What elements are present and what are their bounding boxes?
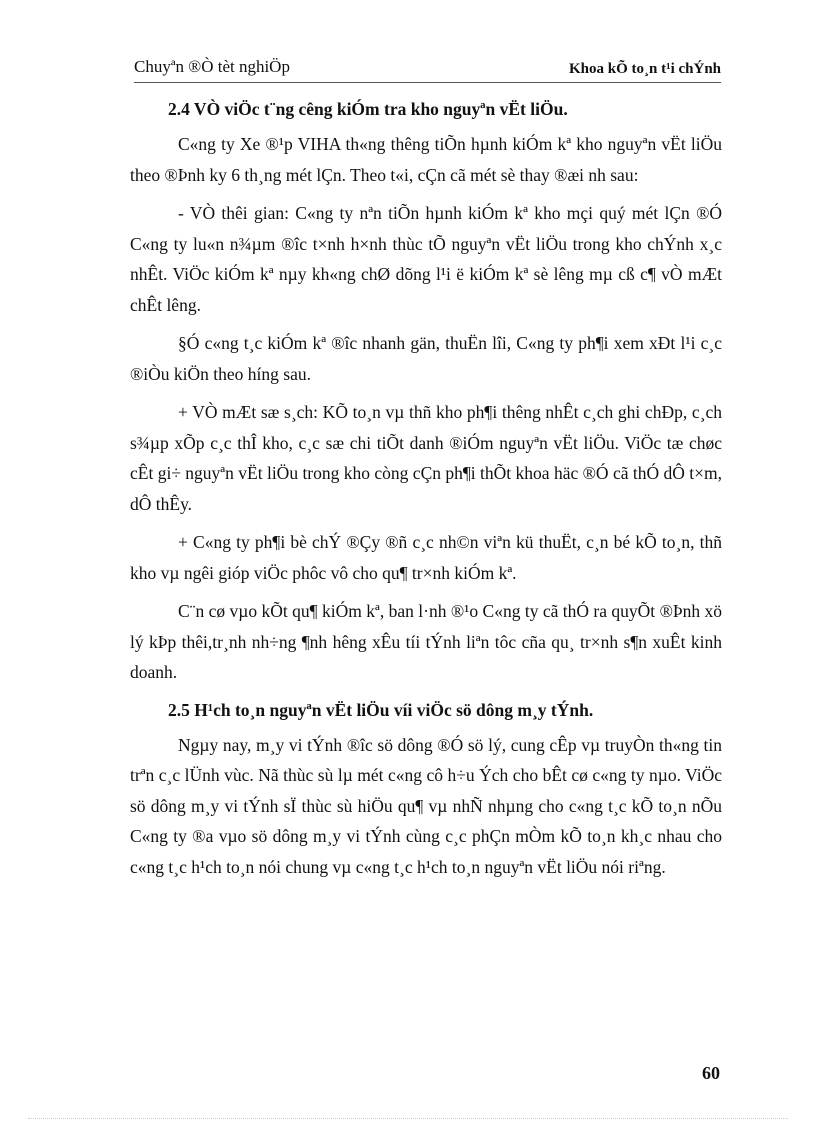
section-2-4-paragraph-6: C¨n cø vµo kÕt qu¶ kiÓm kª, ban l·nh ®¹o C«ng ty cã thÓ ra quyÕt ®Þnh xö lý kÞp thêi,tr¸nh nh÷ng ¶nh hêng xÊu tíi tÝnh liªn tôc cña qu¸ tr×nh s¶n xuÊt kinh doanh.	[130, 601, 722, 682]
section-2-4-paragraph-4: + VÒ mÆt sæ s¸ch: KÕ to¸n vµ thñ kho ph¶i thêng nhÊt c¸ch ghi chÐp, c¸ch s¾µp xÕp c¸c thÎ kho, c¸c sæ chi tiÕt danh ®iÓm nguyªn vËt liÖu. ViÖc tæ chøc cÊt gi÷ nguyªn vËt liÖu trong kho còng cÇn ph¶i thÕt khoa häc ®Ó cã thÓ dÔ t×m, dÔ thÊy.	[130, 402, 722, 514]
section-2-4-paragraph-3: §Ó c«ng t¸c kiÓm kª ®îc nhanh gän, thuËn lîi, C«ng ty ph¶i xem xÐt l¹i c¸c ®iÒu kiÖn theo híng sau.	[130, 333, 722, 384]
page-number: 60	[702, 1063, 720, 1083]
page-body	[130, 95, 722, 890]
page-header	[134, 52, 721, 83]
section-2-5-paragraph-1: Ngµy nay, m¸y vi tÝnh ®îc sö dông ®Ó sö lý, cung cÊp vµ truyÒn th«ng tin trªn c¸c lÜnh vùc. Nã thùc sù lµ mét c«ng cô h÷u Ých cho bÊt cø c«ng ty nµo. ViÖc sö dông m¸y vi tÝnh sÏ thùc sù hiÖu qu¶ vµ nhÑ nhµng cho c«ng t¸c kÕ to¸n nÕu C«ng ty ®a vµo sö dông m¸y vi tÝnh cùng c¸c phÇn mÒm kÕ to¸n kh¸c nhau cho c«ng t¸c h¹ch to¸n nói chung vµ c«ng t¸c h¹ch to¸n nguyªn vËt liÖu nói riªng.	[130, 734, 722, 877]
section-2-4-heading: 2.4 VÒ viÖc t¨ng cêng kiÓm tra kho nguyªn vËt liÖu.	[168, 99, 568, 119]
section-2-5-heading: 2.5 H¹ch to¸n nguyªn vËt liÖu víi viÖc sö dông m¸y tÝnh.	[168, 699, 594, 720]
page-bottom-divider	[28, 1118, 788, 1119]
section-2-4-paragraph-2: - VÒ thêi gian: C«ng ty nªn tiÕn hµnh kiÓm kª kho mçi quý mét lÇn ®Ó C«ng ty lu«n n¾µm ®îc t×nh h×nh thùc tÕ nguyªn vËt liÖu trong kho chÝnh x¸c nhÊt. ViÖc kiÓm kª nµy kh«ng chØ dõng l¹i ë kiÓm kª sè lêng mµ cß c¶ vÒ mÆt chÊt lêng.	[130, 203, 722, 315]
header-document-title: Chuyªn ®Ò tèt nghiÖp	[134, 57, 290, 76]
section-2-4-paragraph-5: + C«ng ty ph¶i bè chÝ ®Çy ®ñ c¸c nh©n viªn kü thuËt, c¸n bé kÕ to¸n, thñ kho vµ ngêi gióp viÖc phôc vô cho qu¶ tr×nh kiÓm kª.	[130, 532, 722, 583]
header-faculty-name: Khoa kÕ to¸n t¹i chÝnh	[568, 61, 721, 77]
section-2-4-paragraph-1: C«ng ty Xe ®¹p VIHA th«ng thêng tiÕn hµnh kiÓm kª kho nguyªn vËt liÖu theo ®Þnh ky 6 th¸ng mét lÇn. Theo t«i, cÇn cã mét sè thay ®æi nh sau:	[130, 134, 722, 185]
